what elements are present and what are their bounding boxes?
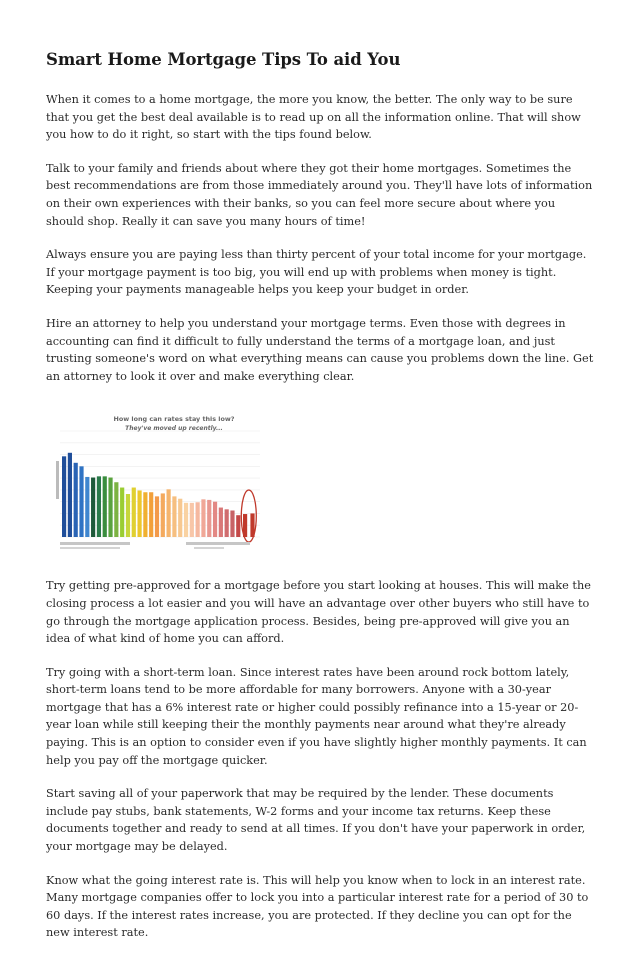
chart-bar <box>219 508 223 537</box>
chart-bar <box>196 503 200 538</box>
chart-bar <box>126 494 130 537</box>
chart-bar <box>120 488 124 537</box>
paragraph-paperwork: Start saving all of your paperwork that may be required by the lender. These documents include pay stubs, bank statements, W-2 forms and your income tax returns. Keep these documents together and ready to send at all times. If you don't have your paperwork in order, your mortgage may be delayed. <box>46 787 586 854</box>
paragraph-pre-approved: Try getting pre-approved for a mortgage before you start looking at houses. This will make the closing process a lot easier and you will have an advantage over other buyers who still have to go through the mortgage application process. Besides, being pre-approved will give you an idea of what kind of home you can afford. <box>46 579 591 646</box>
chart-bars <box>62 453 255 537</box>
chart-bar <box>172 497 176 538</box>
chart-bar <box>161 494 165 538</box>
paragraph-interest-rate: Know what the going interest rate is. This will help you know when to lock in an interest rate. Many mortgage companies offer to lock you into a particular interest rate for a period of 30 to 60 days. If the interest rates increase, you are protected. If they decline you can opt for the new interest rate. <box>46 873 589 940</box>
paragraph-family-friends: Talk to your family and friends about where they got their home mortgages. Sometimes the best recommendations are from those immediately around you. They'll have lots of information on their own experiences with their banks, so you can feel more secure about where you should shop. Really it can save you many hours of time! <box>46 161 593 228</box>
chart-bar <box>108 478 112 537</box>
chart-bar <box>178 499 182 537</box>
y-axis-label-mark <box>56 461 59 499</box>
chart-bar <box>85 477 89 537</box>
paragraph-attorney: Hire an attorney to help you understand your mortgage terms. Even those with degrees in accounting can find it difficult to fully understand the terms of a mortgage loan, and just trusting someone's word on what everything means can cause you problems down the line. Get an attorney to look it over and make everything clear. <box>46 316 594 383</box>
chart-bar <box>155 497 159 538</box>
chart-bar <box>236 516 240 538</box>
chart-svg <box>46 401 276 561</box>
chart-bar <box>97 477 101 538</box>
chart-bar <box>201 500 205 538</box>
chart-bar <box>137 491 141 538</box>
chart-bar <box>91 478 95 537</box>
paragraph-intro: When it comes to a home mortgage, the more you know, the better. The only way to be sure that you get the best deal available is to read up on all the information online. That will show you how to do it right, so start with the tips found below. <box>46 93 581 142</box>
chart-bar <box>225 510 229 538</box>
chart-bar <box>132 488 136 537</box>
document-page <box>46 50 594 958</box>
chart-bar <box>167 490 171 538</box>
chart-bar <box>68 453 72 537</box>
chart-axis <box>56 461 59 499</box>
chart-bar <box>62 457 66 538</box>
chart-bar <box>149 493 153 538</box>
chart-bar <box>184 503 188 537</box>
page-title: Smart Home Mortgage Tips To aid You <box>46 50 401 69</box>
chart-source-mark <box>60 547 120 549</box>
chart-title: How long can rates stay this low? <box>113 415 235 424</box>
chart-bar <box>143 493 147 538</box>
paragraph-thirty-percent: Always ensure you are paying less than thirty percent of your total income for your mortgage. If your mortgage payment is too big, you will end up with problems when money is tight. Keeping your payments manageable helps you keep your budget in order. <box>46 248 587 297</box>
chart-legend-source-mark <box>194 547 224 549</box>
chart-bar <box>213 502 217 537</box>
chart-bar <box>103 477 107 538</box>
chart-legend-mark <box>186 542 250 545</box>
paragraph-short-term-loan: Try going with a short-term loan. Since interest rates have been around rock bottom lately, short-term loans tend to be more affordable for many borrowers. Anyone with a 30-year mortgage that has a 6% interest rate or higher could possibly refinance into a 15-year or 20-year loan while still keeping their the monthly payments near around what they're already paying. This is an option to consider even if you have slightly higher monthly payments. It can help you pay off the mortgage quicker. <box>46 665 587 767</box>
mortgage-rates-chart <box>46 401 276 561</box>
chart-gridlines <box>60 431 260 537</box>
chart-subtitle: They've moved up recently... <box>125 425 223 433</box>
chart-bar <box>230 511 234 538</box>
chart-caption-mark <box>60 542 130 545</box>
chart-bar <box>79 467 83 538</box>
chart-bar <box>114 483 118 538</box>
chart-bar <box>207 500 211 537</box>
chart-bar <box>190 503 194 537</box>
chart-bar <box>74 463 78 537</box>
